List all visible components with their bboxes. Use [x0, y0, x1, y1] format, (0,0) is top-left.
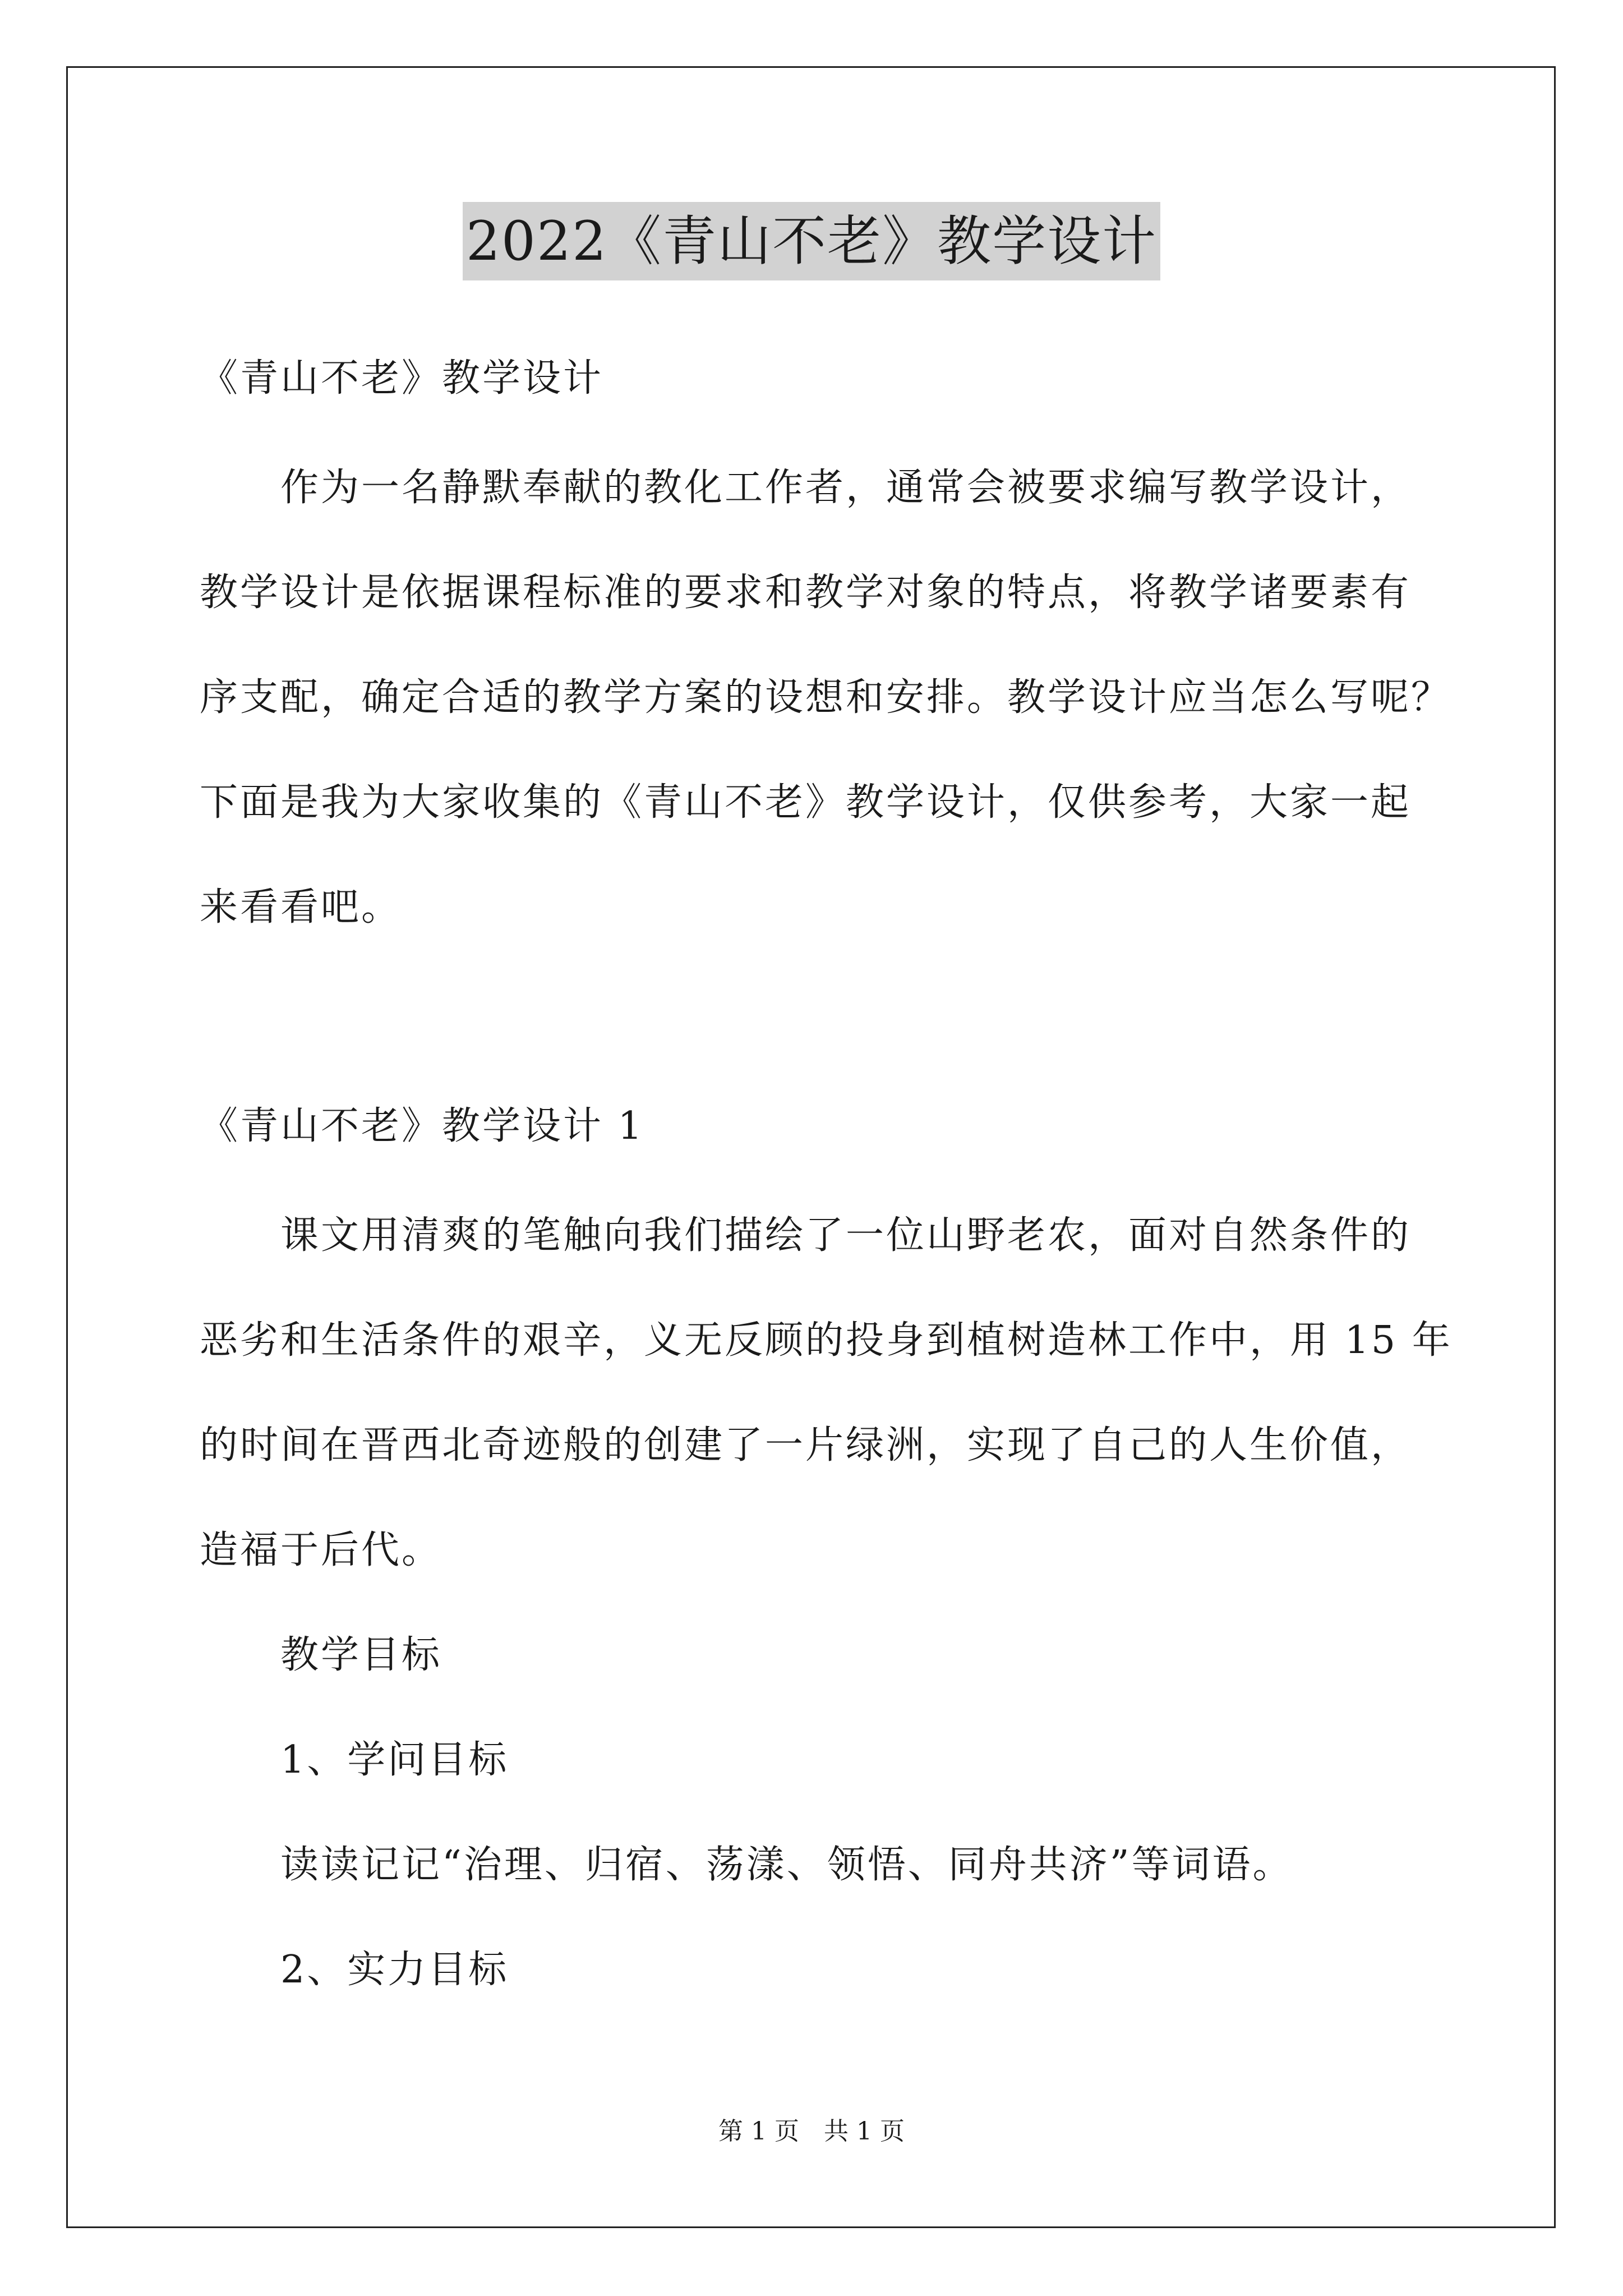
paragraph-line: 的时间在晋西北奇迹般的创建了一片绿洲，实现了自己的人生价值， — [200, 1423, 1412, 1467]
paragraph-line: 序支配，确定合适的教学方案的设想和安排。教学设计应当怎么写呢？ — [200, 675, 1452, 720]
section-heading: 教学目标 — [280, 1633, 442, 1677]
paragraph-line: 造福于后代。 — [200, 1528, 442, 1572]
section-heading: 《青山不老》教学设计 1 — [200, 1104, 644, 1148]
title-container — [0, 202, 1623, 280]
paragraph-line: 教学设计是依据课程标准的要求和教学对象的特点，将教学诸要素有 — [200, 570, 1412, 615]
paragraph-line: 下面是我为大家收集的《青山不老》教学设计，仅供参考，大家一起 — [200, 780, 1412, 825]
document-title: 2022《青山不老》教学设计 — [463, 202, 1160, 280]
page-footer: 第 1 页 共 1 页 — [718, 2117, 905, 2146]
paragraph-line: 作为一名静默奉献的教化工作者，通常会被要求编写教学设计， — [280, 466, 1412, 510]
list-item: 1、学问目标 — [280, 1738, 509, 1782]
paragraph-line: 读读记记“治理、归宿、荡漾、领悟、同舟共济”等词语。 — [280, 1843, 1293, 1887]
paragraph-line: 恶劣和生活条件的艰辛，义无反顾的投身到植树造林工作中，用 15 年 — [200, 1318, 1453, 1363]
paragraph-line: 课文用清爽的笔触向我们描绘了一位山野老农，面对自然条件的 — [280, 1213, 1412, 1258]
list-item: 2、实力目标 — [280, 1948, 509, 1992]
subtitle: 《青山不老》教学设计 — [200, 356, 604, 401]
paragraph-line: 来看看吧。 — [200, 885, 402, 930]
